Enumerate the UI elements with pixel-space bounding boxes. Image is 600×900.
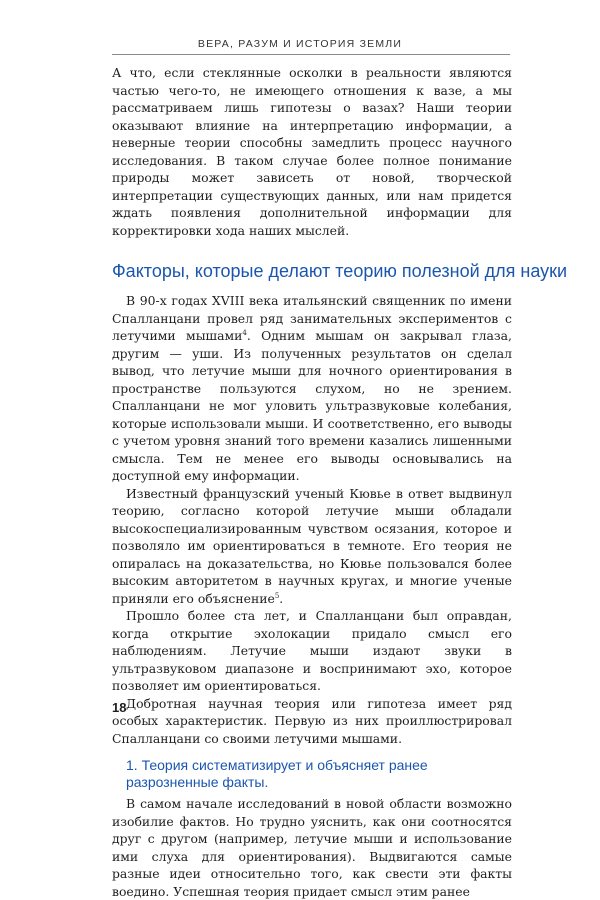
paragraph-text: В 90-х годах XVIII века итальянский священник по имени Спалланцани провел ряд занимательных экспериментов с летучими мышами	[112, 293, 512, 343]
running-head: ВЕРА, РАЗУМ И ИСТОРИЯ ЗЕМЛИ	[197, 38, 403, 50]
paragraph-text: . Одним мышам он закрывал глаза, другим — уши. Из полученных результатов он сделал вывод, что летучие мыши для ночного ориентирования в пространстве пользуются слухом, но не зрением. Спалланцани не мог уловить ультразвуковые колебания, которые использовали мыши. И соответственно, его выводы с учетом уровня знаний того времени казались лишенными смысла. Тем не менее его выводы основывались на доступной ему информации.	[112, 328, 512, 483]
paragraph-text: .	[279, 590, 284, 606]
page-number: 18	[112, 700, 127, 715]
section-heading: Факторы, которые делают теорию полезной для науки	[112, 261, 568, 281]
paragraph-text: Известный французский ученый Кювье в ответ выдвинул теорию, согласно которой летучие мыши обладали высокоспециализированным чувством осязания, которое и позволяло им ориентироваться в темноте. Его теория не опиралась на доказательства, но Кювье пользовался более высоким авторитетом в научных кругах, и многие ученые приняли его объяснение	[112, 485, 512, 606]
page-body	[112, 64, 568, 900]
paragraph-facts: В самом начале исследований в новой области возможно изобилие фактов. Но трудно уяснить, как они соотносятся друг с другом (например, летучие мыши и использование ими слуха для ориентирования). Выдвигаются самые разные идеи относительно того, как свести эти факты воедино. Успешная теория придает смысл этим ранее	[112, 796, 512, 899]
intro-paragraph: А что, если стеклянные осколки в реальности являются частью чего-то, не имеющего отношения к вазе, а мы рассматриваем лишь гипотезы о вазах? Наши теории оказывают влияние на интерпретацию информации, а неверные теории способны замедлить процесс научного исследования. В таком случае более полное понимание природы может зависеть от новой, творческой интерпретации существующих данных, или нам придется ждать появления дополнительной информации для корректировки хода наших мыслей.	[112, 65, 512, 238]
header-rule	[112, 54, 510, 55]
paragraph-echolocation: Прошло более ста лет, и Спалланцани был оправдан, когда открытие эхолокации придало смысл его наблюдениям. Летучие мыши издают звуки в ультразвуковом диапазоне и воспринимают эхо, которое позволяет им ориентироваться.	[112, 608, 512, 693]
footnote-ref-5: 5	[274, 591, 280, 600]
subsection-number: 1. Теория	[126, 757, 189, 773]
footnote-ref-4: 4	[242, 329, 247, 337]
subsection-title: систематизирует и объясняет ранее разрозненные факты.	[126, 757, 428, 790]
paragraph-characteristics: Добротная научная теория или гипотеза имеет ряд особых характеристик. Первую из них проиллюстрировал Спалланцани со своими летучими мышами.	[112, 695, 512, 746]
paragraph-spallanzani	[112, 292, 512, 485]
subsection-heading	[112, 757, 512, 791]
paragraph-cuvier	[112, 485, 512, 608]
